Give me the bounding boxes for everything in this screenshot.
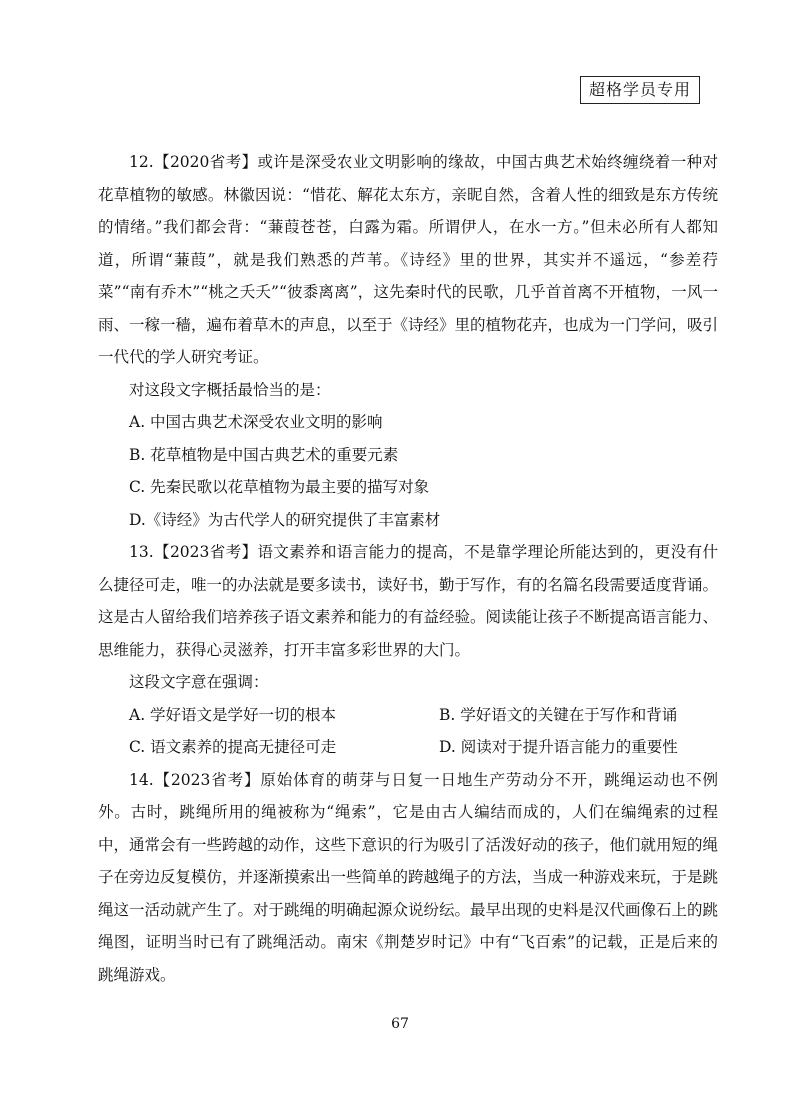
option-b: B. 花草植物是中国古典艺术的重要元素 (129, 445, 399, 464)
option-row (98, 699, 718, 732)
question-12 (98, 146, 718, 536)
question-ask: 这段文字意在强调： (129, 673, 269, 691)
option-c: C. 先秦民歌以花草植物为最主要的描写对象 (129, 478, 430, 496)
page-number: 67 (391, 1016, 409, 1032)
question-13 (98, 536, 718, 764)
question-ask: 对这段文字概括最恰当的是： (129, 380, 331, 399)
option-a: A. 学好语文是学好一切的根本 (129, 705, 337, 724)
page-content (98, 146, 718, 991)
question-stem: 13.【2023省考】语文素养和语言能力的提高，不是靠学理论所能达到的，更没有什么捷径可走，唯一的办法就是要多读书，读好书，勤于写作，有的名篇名段需要适度背诵。这是古人留给我们培养孩子语文素养和能力的有益经验。阅读能让孩子不断提高语言能力、思维能力，获得心灵滋养，打开丰富多彩世界的大门。 (98, 543, 719, 659)
question-stem: 12.【2020省考】或许是深受农业文明影响的缘故，中国古典艺术始终缠绕着一种对花草植物的敏感。林徽因说：“惜花、解花太东方，亲昵自然，含着人性的细致是东方传统的情绪。”我们都会背：“蒹葭苍苍，白露为霜。所谓伊人，在水一方。”但未必所有人都知道，所谓“蒹葭”，就是我们熟悉的芦苇。《诗经》里的世界，其实并不遥远，“参差荇菜”“南有乔木”“桃之夭夭”“彼黍离离”，这先秦时代的民歌，几乎首首离不开植物，一风一雨、一稼一穑，遍布着草木的声息，以至于《诗经》里的植物花卉，也成为一门学问，吸引一代代的学人研究考证。 (98, 153, 719, 366)
student-only-badge: 超格学员专用 (580, 76, 700, 104)
option-a: A. 中国古典艺术深受农业文明的影响 (129, 413, 383, 431)
option-c: C. 语文素养的提高无捷径可走 (129, 738, 337, 756)
option-d: D. 阅读对于提升语言能力的重要性 (439, 738, 678, 756)
question-stem: 14.【2023省考】原始体育的萌芽与日复一日地生产劳动分不开，跳绳运动也不例外。古时，跳绳所用的绳被称为“绳索”，它是由古人编结而成的，人们在编绳索的过程中，通常会有一些跨越的动作，这些下意识的行为吸引了活泼好动的孩子，他们就用短的绳子在旁边反复模仿，并逐渐摸索出一些简单的跨越绳子的方法，当成一种游戏来玩，于是跳绳这一活动就产生了。对于跳绳的明确起源众说纷纭。最早出现的史料是汉代画像石上的跳绳图，证明当时已有了跳绳活动。南宋《荆楚岁时记》中有“飞百索”的记载，正是后来的跳绳游戏。 (98, 770, 719, 984)
question-14 (98, 764, 718, 992)
option-row (98, 731, 718, 764)
option-d: D.《诗经》为古代学人的研究提供了丰富素材 (129, 510, 441, 529)
option-b: B. 学好语文的关键在于写作和背诵 (439, 705, 678, 724)
